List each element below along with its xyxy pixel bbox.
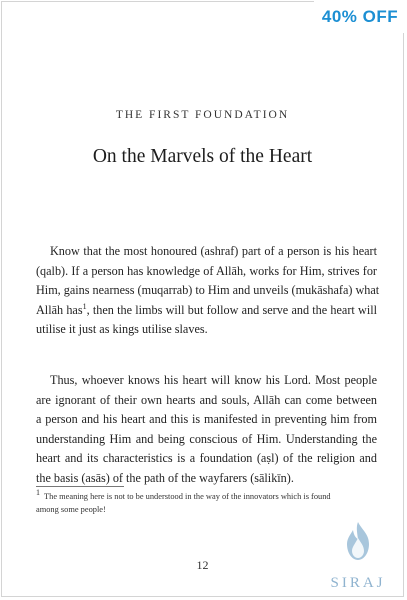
- book-page: [1, 1, 404, 597]
- paragraph-line: Him, gains nearness (muqarrab) to Him and unveils (mukāshafa) what: [36, 283, 380, 297]
- paragraph-line: (qalb). If a person has knowledge of Allāh, works for Him, strives for: [36, 263, 377, 278]
- paragraph-line: Know that the most honoured (ashraf) part of a person is his heart: [50, 244, 377, 258]
- footnote-line: among some people!: [36, 505, 106, 514]
- paragraph-line-start: Allāh has: [36, 302, 83, 317]
- footnote-reference[interactable]: 1: [82, 301, 87, 311]
- footnote-text: The meaning here is not to be understood in the way of the innovators which is found: [44, 492, 331, 501]
- paragraph-1: [36, 242, 380, 340]
- paragraph-line: heart and its characteristics is a foundation (aṣl) of the religion and: [36, 451, 377, 465]
- footnote-divider: [36, 486, 124, 487]
- paragraph-line: Thus, whoever knows his heart will know his Lord. Most people: [50, 373, 377, 387]
- publisher-logo: [323, 520, 393, 592]
- paragraph-line: understanding Him and being conscious of Him. Understanding the: [36, 431, 377, 446]
- page-number: 12: [196, 558, 209, 572]
- paragraph-line: are ignorant of their own hearts and souls, Allāh can come between: [36, 392, 377, 407]
- paragraph-2: [36, 371, 377, 488]
- section-label: THE FIRST FOUNDATION: [115, 109, 290, 121]
- discount-badge: 40% OFF: [314, 1, 406, 33]
- paragraph-line: the basis (asās) of the path of the wayfarers (sālikīn).: [36, 470, 294, 485]
- publisher-name: SIRAJ: [330, 575, 386, 591]
- paragraph-line: a person and his heart and this is manifested in preventing him from: [36, 412, 377, 426]
- footnote: [36, 490, 377, 516]
- paragraph-line: [36, 301, 377, 321]
- footnote-marker: 1: [36, 488, 40, 498]
- flame-icon: [342, 520, 374, 564]
- paragraph-line: utilise it just as kings utilise slaves.: [36, 322, 208, 336]
- chapter-title: On the Marvels of the Heart: [92, 146, 313, 167]
- footnote-line: [36, 490, 377, 503]
- paragraph-line-end: , then the limbs will but follow and serve and the heart will: [86, 302, 377, 317]
